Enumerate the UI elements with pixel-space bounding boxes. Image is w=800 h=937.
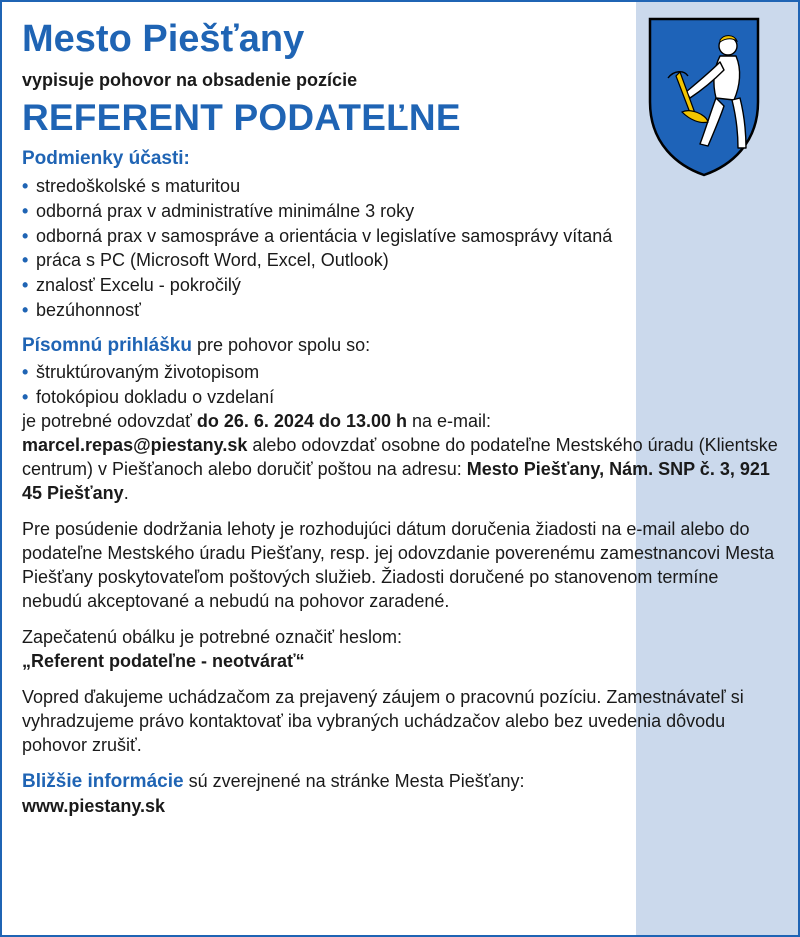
deadline-prefix: je potrebné odovzdať [22,411,197,432]
postal-address: Mesto Piešťany, Nám. SNP č. 3, 921 45 Piešťany [22,459,770,504]
list-item: • fotokópiou dokladu o vzdelaní [22,385,782,410]
envelope-password: „Referent podateľne - neotvárať“ [22,651,305,672]
application-instructions [22,409,782,505]
list-item: • odborná prax v administratíve minimálne 3 roky [22,199,782,224]
more-info-text: sú zverejnené na stránke Mesta Piešťany: [183,771,525,792]
position-title: REFERENT PODATEĽNE [22,97,461,138]
list-item: • stredoškolské s maturitou [22,174,782,199]
list-item: • bezúhonnosť [22,298,782,323]
envelope-text: Zapečatenú obálku je potrebné označiť heslom: [22,627,402,648]
list-item: • odborná prax v samospráve a orientácia v legislatíve samosprávy vítaná [22,224,782,249]
conditions-heading: Podmienky účasti: [22,148,190,169]
application-heading: Písomnú prihlášku [22,334,192,356]
application-heading-rest: pre pohovor spolu so: [191,334,371,355]
more-info-line [22,769,782,794]
list-item: • práca s PC (Microsoft Word, Excel, Outlook) [22,248,782,273]
delivery-text: alebo odovzdať osobne do podateľne Mestského úradu (Klientske centrum) v Piešťanoch alebo doručiť poštou na adresu: [22,435,778,480]
application-heading-line [22,333,782,358]
address-suffix: . [123,483,129,504]
email-link[interactable]: marcel.repas@piestany.sk [22,435,248,456]
application-list [22,360,782,410]
main-content [22,16,782,818]
list-item: • štruktúrovaným životopisom [22,360,782,385]
subtitle: vypisuje pohovor na obsadenie pozície [22,70,358,90]
city-title: Mesto Piešťany [22,18,305,60]
thanks-text: Vopred ďakujeme uchádzačom za prejavený záujem o pracovnú pozíciu. Zamestnávateľ si vyhradzujeme právo kontaktovať iba vybraných uchádzačov alebo bez uvedenia dôvodu pohovor zrušiť. [22,687,744,756]
conditions-list [22,174,782,323]
deadline-note: Pre posúdenie dodržania lehoty je rozhodujúci dátum doručenia žiadosti na e-mail alebo do podateľne Mestského úradu Piešťany, resp. jej odovzdanie poverenému zamestnancovi Mesta Piešťany poskytovateľom poštových služieb. Žiadosti doručené po stanovenom termíne nebudú akceptované a nebudú na pohovor zaradené. [22,519,775,612]
more-info-label: Bližšie informácie [22,771,184,793]
website-link[interactable]: www.piestany.sk [22,796,166,817]
deadline-date: do 26. 6. 2024 do 13.00 h [196,411,407,432]
deadline-suffix: na e-mail: [407,411,492,432]
list-item: • znalosť Excelu - pokročilý [22,273,782,298]
